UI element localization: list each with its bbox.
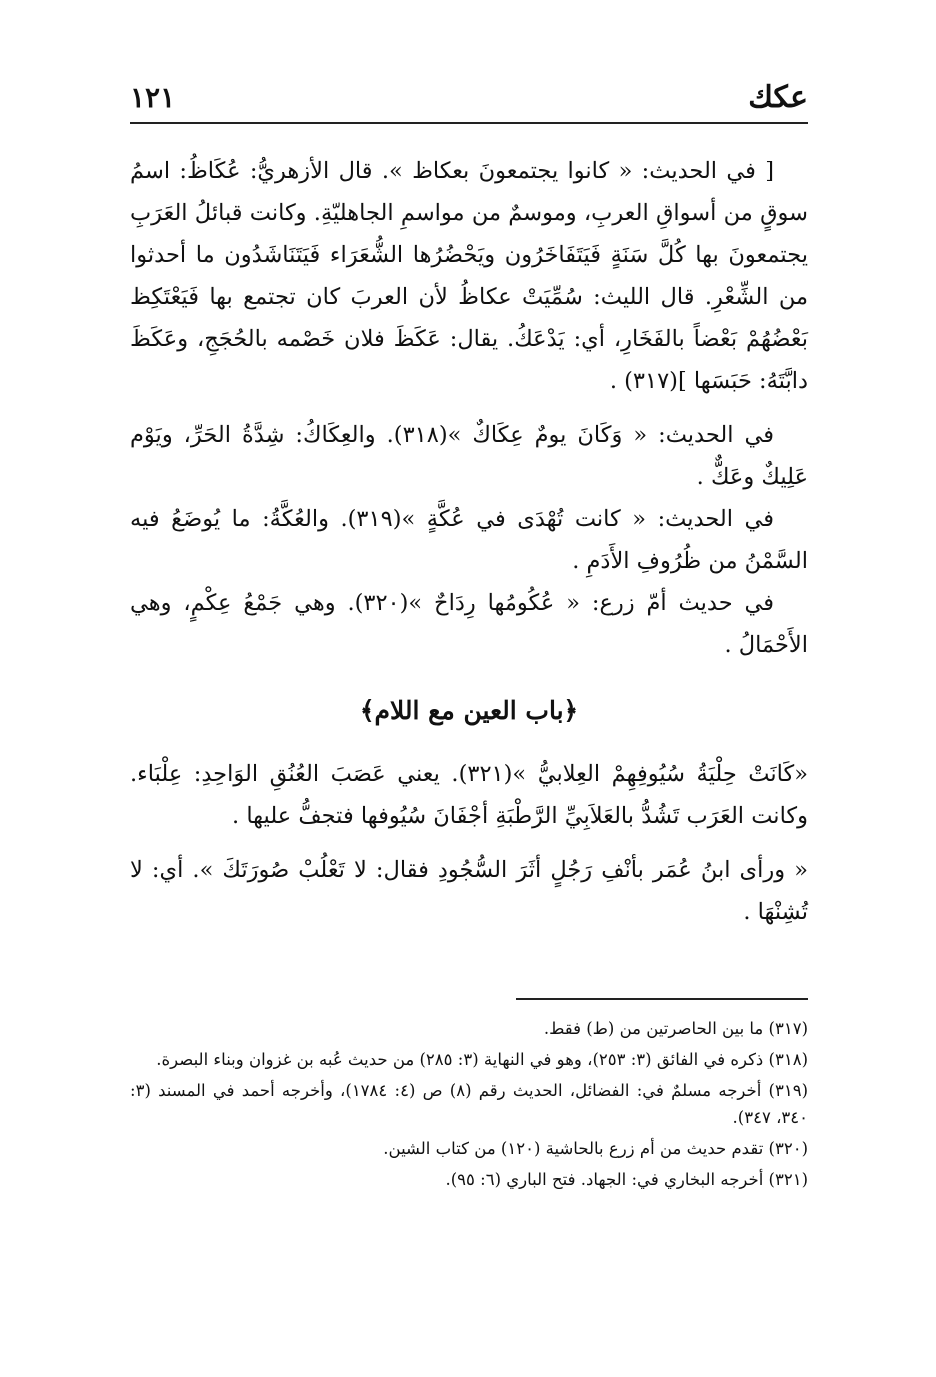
footnote: (٣١٩) أخرجه مسلمٌ في: الفضائل، الحديث رقم (٨) ص (٤: ١٧٨٤)، وأخرجه أحمد في المسند (٣: ٣٤٠، ٣٤٧).	[130, 1081, 808, 1127]
entry-paragraph: في الحديث: « وَكَانَ يومٌ عِكَاكٌ »(٣١٨). والعِكَاكُ: شِدَّةُ الحَرِّ، ويَوْم عَلِيكٌ وعَكٌّ .	[130, 422, 808, 490]
page-header	[130, 72, 808, 124]
entry-paragraph: في حديث أمّ زرع: « عُكُومُها رِدَاحٌ »(٣٢٠). وهي جَمْعُ عِكْمٍ، وهي الأَحْمَالُ .	[130, 590, 808, 658]
footnote: (٣١٧) ما بين الحاصرتين من (ط) فقط.	[543, 1019, 808, 1038]
entry-paragraph: « ورأى ابنُ عُمَر بأنْفِ رَجُلٍ أثَرَ السُّجُودِ فقال: لا تَعْلُبْ صُورَتَكَ ». أي: لا تُشِنْهَا .	[130, 857, 808, 925]
section-heading: ﴿باب العين مع اللام﴾	[359, 696, 579, 725]
page-number: ١٢١	[130, 80, 176, 114]
entry-paragraph: في الحديث: « كانت تُهْدَى في عُكَّةٍ »(٣١٩). والعُكَّةُ: ما يُوضَعُ فيه السَّمْنُ من ظُرُوفِ الأَدَمِ .	[130, 506, 808, 574]
footnotes	[130, 1015, 808, 1197]
footnote: (٣٢٠) تقدم حديث من أم زرع بالحاشية (١٢٠) من كتاب الشين.	[383, 1139, 808, 1158]
running-head-root: عكك	[748, 79, 808, 115]
footnote: (٣٢١) أخرجه البخاري في: الجهاد. فتح الباري (٦: ٩٥).	[445, 1170, 808, 1189]
entry-paragraph: [ في الحديث: « كانوا يجتمعونَ بعكاظ ». قال الأزهريُّ: عُكَاظُ: اسمُ سوقٍ من أسواقِ العربِ، وموسمٌ من مواسمِ الجاهليّةِ. وكانت قبائلُ العَرَبِ يجتمعونَ بها كُلَّ سَنَةٍ فَيَتَفَاخَرُون ويَحْضُرُها الشُّعَرَاء فَيَتَنَاشَدُون ما أحدثوا من الشِّعْرِ. قال الليث: سُمِّيَتْ عكاظُ لأن العربَ كان تجتمع بها فَيَعْتَكِظ بَعْضُهُمْ بَعْضاً بالفَخَارِ، أي: يَدْعَكُ. يقال: عَكَظَ فلان خَصْمه بالحُجَجِ، وعَكَظَ دابَّتَهُ: حَبَسَها ](٣١٧) .	[130, 158, 808, 394]
entry-paragraph: «كَانَتْ حِلْيَةُ سُيُوفِهِمْ العِلابيُّ »(٣٢١). يعني عَصَبَ العُنُقِ الوَاحِدِ: عِلْبَاء. وكانت العَرَب تَشُدُّ بالعَلاَبِيِّ الرَّطْبَةِ أجْفَانَ سُيُوفها فتجفُّ عليها .	[130, 761, 808, 829]
main-text	[130, 150, 808, 933]
footnote-divider	[516, 998, 808, 1000]
footnote: (٣١٨) ذكره في الفائق (٣: ٢٥٣)، وهو في النهاية (٣: ٢٨٥) من حديث عُبه بن غزوان وبناء البصرة.	[156, 1050, 808, 1069]
